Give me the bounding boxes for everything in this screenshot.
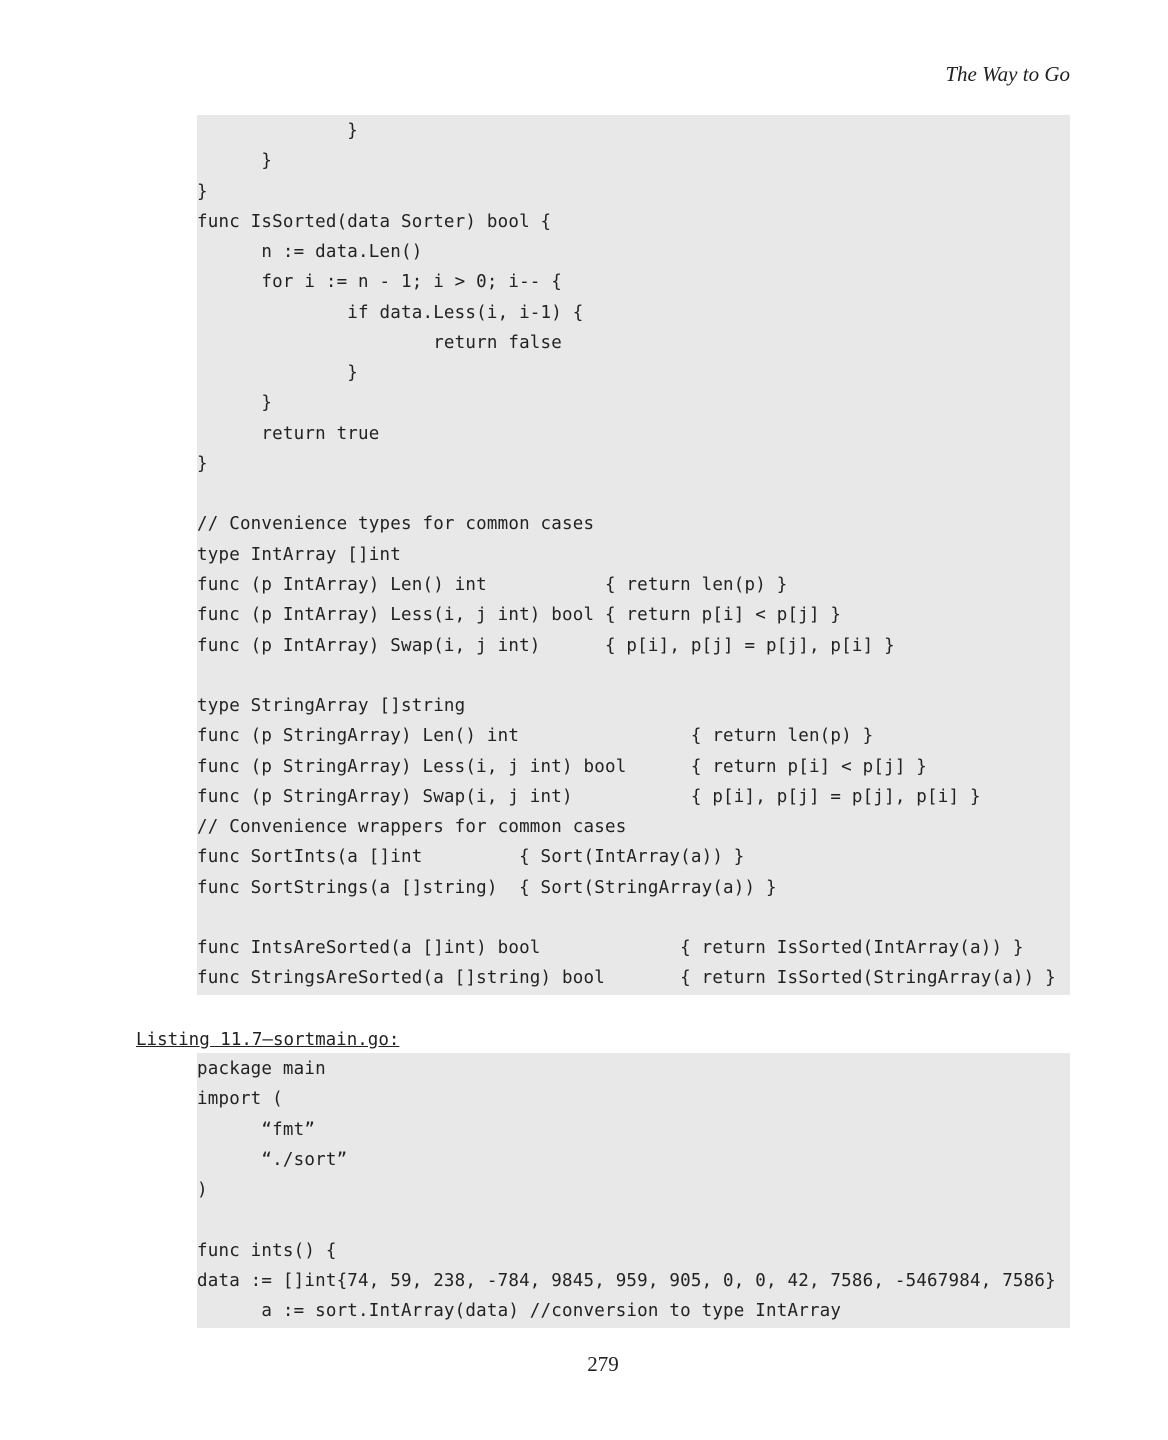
code-line: return false: [197, 332, 563, 353]
code-block-sortmain: [197, 1053, 1070, 1328]
code-line: data := []int{74, 59, 238, -784, 9845, 959, 905, 0, 0, 42, 7586, -5467984, 7586}: [197, 1270, 1056, 1291]
code-line: type IntArray []int: [197, 544, 401, 565]
code-block-sort-package: [197, 115, 1070, 995]
code-line: func SortInts(a []int { Sort(IntArray(a)) }: [197, 847, 745, 868]
code-line: }: [197, 181, 208, 202]
code-line: for i := n - 1; i > 0; i-- {: [197, 272, 563, 293]
code-line: func (p IntArray) Swap(i, j int) { p[i], p[j] = p[j], p[i] }: [197, 635, 895, 656]
code-line: return true: [197, 423, 380, 444]
code-line: [197, 661, 1070, 691]
code-line: func ints() {: [197, 1240, 337, 1261]
code-line: }: [197, 151, 273, 172]
code-line: }: [197, 121, 359, 141]
code-line: func IsSorted(data Sorter) bool {: [197, 211, 552, 232]
code-line: “./sort”: [197, 1149, 348, 1170]
code-line: }: [197, 363, 359, 384]
code-line: package main: [197, 1059, 326, 1079]
code-line: func (p StringArray) Len() int { return len(p) }: [197, 726, 874, 747]
code-line: }: [197, 453, 208, 474]
code-line: import (: [197, 1089, 283, 1110]
code-line: n := data.Len(): [197, 242, 423, 263]
running-header-title: The Way to Go: [945, 62, 1070, 86]
code-line: ): [197, 1180, 208, 1201]
code-line: // Convenience wrappers for common cases: [197, 817, 627, 838]
code-line: func (p IntArray) Less(i, j int) bool { return p[i] < p[j] }: [197, 605, 842, 626]
code-line: func StringsAreSorted(a []string) bool { return IsSorted(StringArray(a)) }: [197, 968, 1056, 989]
page-number: 279: [587, 1352, 619, 1376]
code-line: func (p StringArray) Swap(i, j int) { p[i], p[j] = p[j], p[i] }: [197, 786, 981, 807]
code-line: “fmt”: [197, 1119, 316, 1140]
code-line: [197, 1205, 1070, 1235]
code-line: [197, 479, 1070, 509]
code-line: func (p StringArray) Less(i, j int) bool { return p[i] < p[j] }: [197, 756, 928, 777]
code-line: func IntsAreSorted(a []int) bool { return IsSorted(IntArray(a)) }: [197, 938, 1024, 959]
code-line: [197, 903, 1070, 933]
code-line: type StringArray []string: [197, 696, 466, 717]
code-line: if data.Less(i, i-1) {: [197, 302, 584, 323]
code-line: }: [197, 393, 273, 414]
code-line: func (p IntArray) Len() int { return len(p) }: [197, 574, 788, 595]
code-line: a := sort.IntArray(data) //conversion to type IntArray: [197, 1301, 842, 1322]
code-line: func SortStrings(a []string) { Sort(StringArray(a)) }: [197, 877, 777, 898]
listing-caption: Listing 11.7—sortmain.go:: [136, 1030, 400, 1050]
code-line: // Convenience types for common cases: [197, 514, 595, 535]
